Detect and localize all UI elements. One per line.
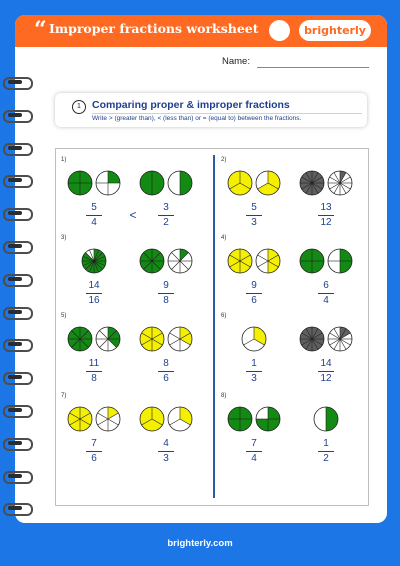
fraction-bar bbox=[246, 215, 262, 216]
section-header bbox=[55, 93, 367, 127]
fraction-pie bbox=[139, 406, 165, 432]
fraction-pie bbox=[167, 406, 193, 432]
fraction-numerator: 3 bbox=[163, 202, 169, 213]
fraction-denominator: 6 bbox=[163, 373, 169, 384]
fraction-bar bbox=[318, 451, 334, 452]
fraction-pie bbox=[67, 326, 93, 352]
binding-ring bbox=[3, 110, 33, 123]
fraction-pie bbox=[81, 248, 107, 274]
comparison-answer[interactable]: < bbox=[129, 208, 137, 222]
fraction-bar bbox=[318, 293, 334, 294]
problem-number: 2) bbox=[221, 157, 227, 163]
fraction-pie bbox=[299, 326, 325, 352]
fraction-numerator: 11 bbox=[88, 358, 100, 369]
problem-number: 7) bbox=[61, 393, 67, 399]
fraction-bar bbox=[246, 451, 262, 452]
fraction-pie bbox=[95, 406, 121, 432]
binding-ring bbox=[3, 471, 33, 484]
fraction-numerator: 8 bbox=[163, 358, 169, 369]
fraction-pie bbox=[139, 170, 165, 196]
fraction-bar bbox=[158, 371, 174, 372]
worksheet-title: Improper fractions worksheet bbox=[49, 21, 259, 36]
fraction-pie bbox=[139, 248, 165, 274]
binding-ring bbox=[3, 208, 33, 221]
binding-ring bbox=[3, 503, 33, 516]
fraction-pie bbox=[313, 406, 339, 432]
problem-number: 5) bbox=[61, 313, 67, 319]
fraction-pie bbox=[227, 170, 253, 196]
pie-filled-sector bbox=[326, 407, 338, 431]
fraction-numerator: 1 bbox=[251, 358, 257, 369]
fraction-denominator: 6 bbox=[91, 453, 97, 464]
fraction-pie bbox=[227, 248, 253, 274]
fraction-denominator: 12 bbox=[320, 217, 332, 228]
fraction-bar bbox=[86, 293, 102, 294]
problem-number: 4) bbox=[221, 235, 227, 241]
fraction-bar bbox=[246, 371, 262, 372]
brighterly-logo: brighterly bbox=[299, 20, 371, 41]
fraction-numerator: 5 bbox=[251, 202, 257, 213]
binding-ring bbox=[3, 438, 33, 451]
fraction-numerator: 14 bbox=[88, 280, 100, 291]
pie-filled-sector bbox=[268, 249, 280, 273]
problem-number: 3) bbox=[61, 235, 67, 241]
fraction-pie bbox=[95, 170, 121, 196]
column-divider bbox=[213, 155, 215, 498]
problem-number: 1) bbox=[61, 157, 67, 163]
section-title: Comparing proper & improper fractions bbox=[92, 99, 290, 111]
worksheet-page bbox=[15, 15, 387, 523]
fraction-denominator: 4 bbox=[91, 217, 97, 228]
fraction-pie bbox=[95, 326, 121, 352]
fraction-denominator: 8 bbox=[91, 373, 97, 384]
fraction-pie bbox=[299, 170, 325, 196]
fraction-pie bbox=[255, 406, 281, 432]
fraction-numerator: 1 bbox=[323, 438, 329, 449]
fraction-denominator: 12 bbox=[320, 373, 332, 384]
name-label: Name: bbox=[222, 56, 250, 67]
fraction-bar bbox=[158, 293, 174, 294]
fraction-numerator: 6 bbox=[323, 280, 329, 291]
binding-ring bbox=[3, 372, 33, 385]
header-bar bbox=[15, 15, 387, 47]
fraction-numerator: 4 bbox=[163, 438, 169, 449]
binding-ring bbox=[3, 143, 33, 156]
fraction-numerator: 9 bbox=[251, 280, 257, 291]
fraction-pie bbox=[327, 326, 353, 352]
fraction-denominator: 2 bbox=[163, 217, 169, 228]
fraction-denominator: 2 bbox=[323, 453, 329, 464]
fraction-denominator: 8 bbox=[163, 295, 169, 306]
fraction-pie bbox=[255, 248, 281, 274]
binding-ring bbox=[3, 175, 33, 188]
fraction-denominator: 4 bbox=[323, 295, 329, 306]
fraction-pie bbox=[139, 326, 165, 352]
fraction-pie bbox=[327, 170, 353, 196]
problem-number: 8) bbox=[221, 393, 227, 399]
fraction-numerator: 7 bbox=[251, 438, 257, 449]
fraction-bar bbox=[86, 451, 102, 452]
fraction-denominator: 4 bbox=[251, 453, 257, 464]
footer-url: brighterly.com bbox=[167, 538, 233, 549]
circle-decoration bbox=[269, 20, 290, 41]
fraction-pie bbox=[67, 406, 93, 432]
fraction-pie bbox=[241, 326, 267, 352]
fraction-bar bbox=[86, 215, 102, 216]
fraction-denominator: 16 bbox=[88, 295, 100, 306]
fraction-numerator: 14 bbox=[320, 358, 332, 369]
fraction-bar bbox=[158, 451, 174, 452]
fraction-bar bbox=[86, 371, 102, 372]
section-instructions: Write > (greater than), < (less than) or = (equal to) between the fractions. bbox=[92, 115, 302, 122]
fraction-numerator: 7 bbox=[91, 438, 97, 449]
fraction-pie bbox=[167, 170, 193, 196]
quote-icon: “ bbox=[34, 17, 47, 43]
binding-ring bbox=[3, 339, 33, 352]
fraction-pie bbox=[167, 326, 193, 352]
fraction-numerator: 5 bbox=[91, 202, 97, 213]
name-field[interactable] bbox=[257, 67, 369, 68]
fraction-bar bbox=[158, 215, 174, 216]
fraction-pie bbox=[227, 406, 253, 432]
fraction-pie bbox=[67, 170, 93, 196]
fraction-pie bbox=[167, 248, 193, 274]
problem-number: 6) bbox=[221, 313, 227, 319]
fraction-denominator: 3 bbox=[251, 217, 257, 228]
fraction-numerator: 13 bbox=[320, 202, 332, 213]
pie-filled-sector bbox=[180, 171, 192, 195]
section-number: 1 bbox=[72, 100, 86, 114]
fraction-bar bbox=[246, 293, 262, 294]
problems-grid bbox=[55, 148, 369, 506]
binding-ring bbox=[3, 241, 33, 254]
fraction-bar bbox=[318, 371, 334, 372]
binding-ring bbox=[3, 77, 33, 90]
binding-ring bbox=[3, 307, 33, 320]
fraction-denominator: 3 bbox=[251, 373, 257, 384]
fraction-pie bbox=[327, 248, 353, 274]
binding-ring bbox=[3, 274, 33, 287]
fraction-bar bbox=[318, 215, 334, 216]
fraction-denominator: 6 bbox=[251, 295, 257, 306]
fraction-numerator: 9 bbox=[163, 280, 169, 291]
binding-ring bbox=[3, 405, 33, 418]
fraction-pie bbox=[299, 248, 325, 274]
fraction-denominator: 3 bbox=[163, 453, 169, 464]
section-divider bbox=[92, 113, 362, 114]
fraction-pie bbox=[255, 170, 281, 196]
